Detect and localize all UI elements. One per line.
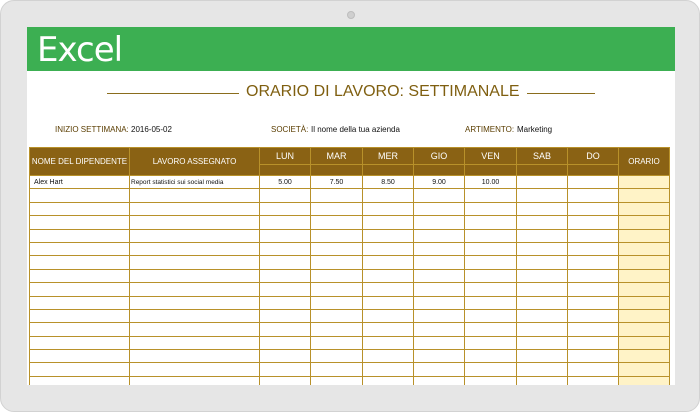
cell-fri[interactable] [465,256,517,269]
cell-job[interactable] [130,202,260,215]
cell-hours[interactable] [619,363,670,376]
cell-sat[interactable] [517,202,568,215]
cell-sat[interactable] [517,323,568,336]
cell-wed[interactable] [363,189,414,202]
cell-sat[interactable] [517,363,568,376]
table-row [30,256,670,269]
cell-mon[interactable] [260,350,311,363]
table-row [30,309,670,322]
cell-tue[interactable] [311,242,363,255]
cell-wed[interactable] [363,242,414,255]
cell-employee[interactable] [30,283,130,296]
cell-thu[interactable] [414,376,465,385]
cell-sat[interactable] [517,336,568,349]
cell-thu[interactable] [414,256,465,269]
cell-employee[interactable] [30,256,130,269]
cell-job[interactable] [130,189,260,202]
col-sun: DO [568,148,619,165]
cell-thu[interactable] [414,336,465,349]
cell-employee[interactable] [30,309,130,322]
excel-logo: Excel [37,30,123,70]
col-thu: GIO [414,148,465,165]
cell-tue[interactable] [311,376,363,385]
cell-hours[interactable] [619,242,670,255]
cell-sun[interactable] [568,216,619,229]
cell-mon[interactable] [260,229,311,242]
cell-job[interactable]: Report statistici sui social media [130,176,260,189]
cell-employee[interactable] [30,242,130,255]
cell-fri[interactable] [465,229,517,242]
cell-sun[interactable] [568,256,619,269]
cell-mon[interactable] [260,376,311,385]
cell-wed[interactable]: 8.50 [363,176,414,189]
camera-dot [347,11,355,19]
cell-hours[interactable] [619,202,670,215]
col-tue-sub [311,165,363,176]
cell-tue[interactable] [311,216,363,229]
cell-mon[interactable] [260,323,311,336]
table-row [30,376,670,385]
cell-wed[interactable] [363,336,414,349]
cell-tue[interactable] [311,336,363,349]
cell-mon[interactable] [260,242,311,255]
cell-tue[interactable] [311,269,363,282]
cell-thu[interactable] [414,269,465,282]
cell-job[interactable] [130,229,260,242]
cell-hours[interactable] [619,256,670,269]
screen [27,27,675,385]
cell-fri[interactable] [465,242,517,255]
cell-fri[interactable] [465,350,517,363]
cell-tue[interactable] [311,229,363,242]
cell-hours[interactable] [619,350,670,363]
cell-tue[interactable] [311,202,363,215]
table-row [30,202,670,215]
cell-employee[interactable] [30,336,130,349]
table-row [30,323,670,336]
cell-mon[interactable] [260,256,311,269]
company-value[interactable]: Il nome della tua azienda [311,125,400,134]
cell-job[interactable] [130,309,260,322]
col-hours: ORARIO [619,148,670,176]
cell-job[interactable] [130,256,260,269]
cell-wed[interactable] [363,229,414,242]
cell-wed[interactable] [363,216,414,229]
cell-wed[interactable] [363,363,414,376]
cell-hours[interactable] [619,336,670,349]
cell-thu[interactable] [414,363,465,376]
app-banner [27,27,675,71]
cell-job[interactable] [130,363,260,376]
cell-sat[interactable] [517,269,568,282]
cell-mon[interactable] [260,202,311,215]
cell-tue[interactable] [311,189,363,202]
table-row [30,216,670,229]
cell-sat[interactable] [517,229,568,242]
cell-sun[interactable] [568,242,619,255]
week-start-label: INIZIO SETTIMANA: [55,125,129,134]
cell-job[interactable] [130,323,260,336]
cell-wed[interactable] [363,296,414,309]
cell-tue[interactable]: 7.50 [311,176,363,189]
cell-job[interactable] [130,242,260,255]
cell-wed[interactable] [363,256,414,269]
col-thu-sub [414,165,465,176]
cell-thu[interactable]: 9.00 [414,176,465,189]
col-sat: SAB [517,148,568,165]
cell-sat[interactable] [517,283,568,296]
cell-wed[interactable] [363,376,414,385]
cell-sun[interactable] [568,336,619,349]
table-row [30,242,670,255]
cell-sun[interactable] [568,202,619,215]
cell-job[interactable] [130,283,260,296]
cell-thu[interactable] [414,189,465,202]
company-label: SOCIETÀ: [271,125,309,134]
cell-tue[interactable] [311,323,363,336]
cell-tue[interactable] [311,363,363,376]
cell-fri[interactable] [465,296,517,309]
cell-hours[interactable] [619,216,670,229]
schedule-table [29,147,670,385]
cell-sat[interactable] [517,189,568,202]
cell-employee[interactable]: Alex Hart [30,176,130,189]
cell-sat[interactable] [517,242,568,255]
cell-employee[interactable] [30,323,130,336]
title-rule-right [527,93,595,94]
cell-fri[interactable] [465,363,517,376]
cell-mon[interactable] [260,309,311,322]
cell-tue[interactable] [311,296,363,309]
cell-wed[interactable] [363,323,414,336]
table-row [30,229,670,242]
cell-fri[interactable] [465,376,517,385]
cell-hours[interactable] [619,309,670,322]
cell-fri[interactable]: 10.00 [465,176,517,189]
cell-employee[interactable] [30,269,130,282]
cell-job[interactable] [130,269,260,282]
col-sun-sub [568,165,619,176]
cell-sat[interactable] [517,350,568,363]
cell-fri[interactable] [465,269,517,282]
cell-sun[interactable] [568,309,619,322]
col-mon-sub [260,165,311,176]
cell-employee[interactable] [30,202,130,215]
cell-sun[interactable] [568,189,619,202]
cell-employee[interactable] [30,189,130,202]
cell-mon[interactable] [260,283,311,296]
cell-sat[interactable] [517,256,568,269]
cell-hours[interactable] [619,229,670,242]
cell-sat[interactable] [517,216,568,229]
week-start-value[interactable]: 2016-05-02 [131,125,172,134]
sheet-title-row [27,83,675,105]
cell-hours[interactable] [619,189,670,202]
table-row [30,189,670,202]
cell-sat[interactable] [517,376,568,385]
cell-sun[interactable] [568,229,619,242]
cell-sun[interactable] [568,350,619,363]
cell-thu[interactable] [414,229,465,242]
cell-mon[interactable] [260,189,311,202]
table-row [30,176,670,189]
table-row [30,336,670,349]
cell-sun[interactable] [568,176,619,189]
cell-wed[interactable] [363,202,414,215]
cell-hours[interactable] [619,323,670,336]
col-job: LAVORO ASSEGNATO [130,148,260,176]
table-row [30,269,670,282]
cell-thu[interactable] [414,350,465,363]
cell-employee[interactable] [30,229,130,242]
cell-sun[interactable] [568,363,619,376]
cell-employee[interactable] [30,350,130,363]
col-employee: NOME DEL DIPENDENTE [30,148,130,176]
cell-fri[interactable] [465,189,517,202]
cell-thu[interactable] [414,283,465,296]
cell-sat[interactable] [517,296,568,309]
cell-sun[interactable] [568,269,619,282]
cell-job[interactable] [130,350,260,363]
cell-mon[interactable] [260,216,311,229]
cell-fri[interactable] [465,283,517,296]
cell-job[interactable] [130,376,260,385]
cell-thu[interactable] [414,242,465,255]
cell-tue[interactable] [311,309,363,322]
cell-sat[interactable] [517,176,568,189]
table-row [30,283,670,296]
department-value[interactable]: Marketing [517,125,553,134]
cell-thu[interactable] [414,216,465,229]
cell-tue[interactable] [311,256,363,269]
cell-thu[interactable] [414,309,465,322]
cell-thu[interactable] [414,323,465,336]
cell-fri[interactable] [465,216,517,229]
col-wed-sub [363,165,414,176]
cell-hours[interactable] [619,376,670,385]
cell-job[interactable] [130,296,260,309]
cell-fri[interactable] [465,336,517,349]
department-label: ARTIMENTO: [465,125,515,134]
cell-hours[interactable] [619,296,670,309]
cell-wed[interactable] [363,283,414,296]
cell-thu[interactable] [414,296,465,309]
cell-mon[interactable]: 5.00 [260,176,311,189]
cell-employee[interactable] [30,363,130,376]
cell-hours[interactable] [619,283,670,296]
cell-tue[interactable] [311,283,363,296]
cell-sun[interactable] [568,283,619,296]
cell-fri[interactable] [465,202,517,215]
cell-sun[interactable] [568,323,619,336]
cell-employee[interactable] [30,296,130,309]
cell-wed[interactable] [363,309,414,322]
cell-hours[interactable] [619,176,670,189]
table-row [30,363,670,376]
cell-job[interactable] [130,336,260,349]
table-body [30,176,670,386]
col-sat-sub [517,165,568,176]
cell-wed[interactable] [363,350,414,363]
title-rule-left [107,93,239,94]
cell-sat[interactable] [517,309,568,322]
table-row [30,296,670,309]
col-tue: MAR [311,148,363,165]
cell-sun[interactable] [568,296,619,309]
cell-employee[interactable] [30,376,130,385]
sheet-title: ORARIO DI LAVORO: SETTIMANALE [246,83,520,100]
cell-fri[interactable] [465,309,517,322]
cell-wed[interactable] [363,269,414,282]
cell-sun[interactable] [568,376,619,385]
col-mon: LUN [260,148,311,165]
cell-hours[interactable] [619,269,670,282]
cell-employee[interactable] [30,216,130,229]
cell-thu[interactable] [414,202,465,215]
cell-mon[interactable] [260,269,311,282]
cell-mon[interactable] [260,296,311,309]
cell-mon[interactable] [260,363,311,376]
cell-tue[interactable] [311,350,363,363]
col-fri: VEN [465,148,517,165]
col-fri-sub [465,165,517,176]
cell-fri[interactable] [465,323,517,336]
table-row [30,350,670,363]
cell-mon[interactable] [260,336,311,349]
cell-job[interactable] [130,216,260,229]
col-wed: MER [363,148,414,165]
